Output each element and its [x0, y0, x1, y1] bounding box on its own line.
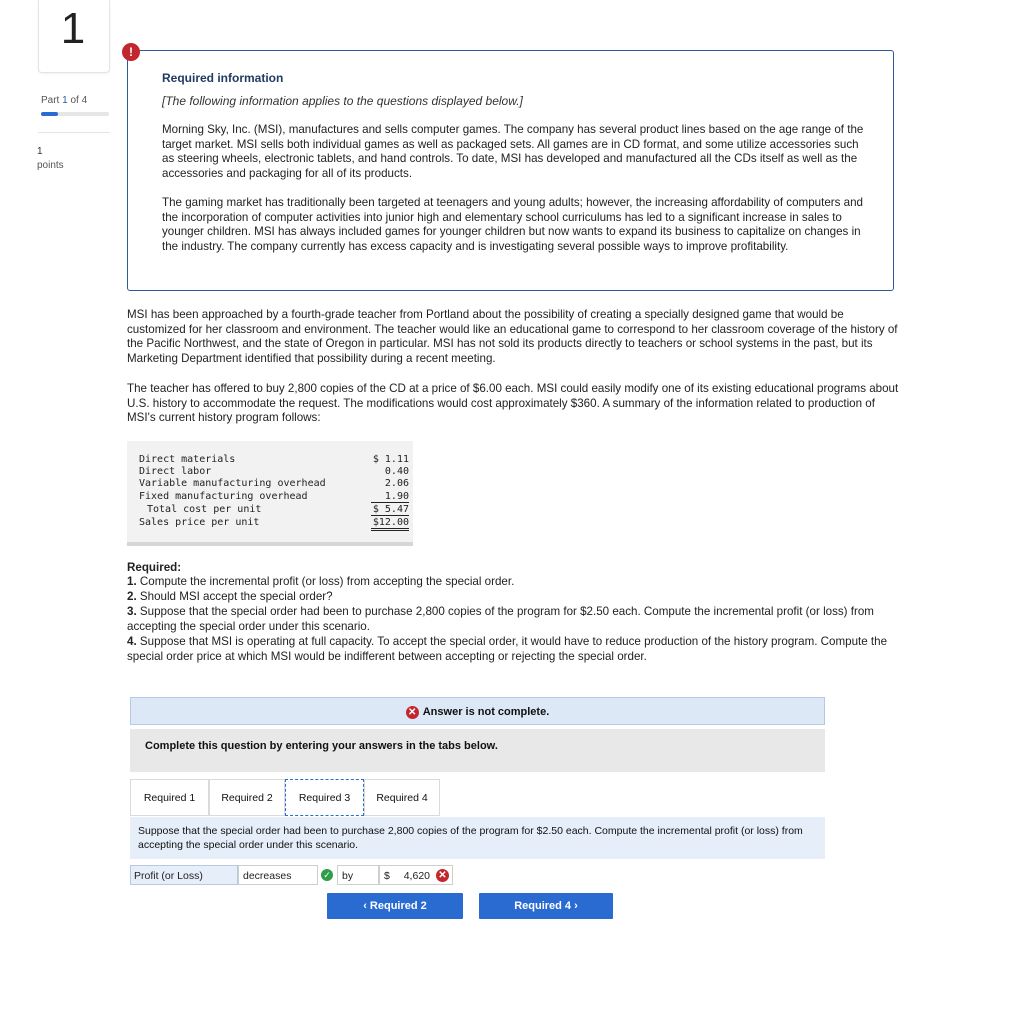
scenario-paragraph-2: The teacher has offered to buy 2,800 copies of the CD at a price of $6.00 each. MSI could easily modify one of its existing educational programs about U.S. history to accommodate the request. The modifications would cost approximately $360. A summary of the information related to production of MSI's current history program follows: — [127, 382, 899, 425]
required-information-subtitle: [The following information applies to the questions displayed below.] — [162, 94, 523, 108]
tab-prompt: Suppose that the special order had been to purchase 2,800 copies of the program for $2.50 each. Compute the incremental profit (or loss) from accepting the special order under this scenario. — [130, 817, 825, 859]
cost-value: 0.40 — [384, 466, 409, 477]
cost-value: $ 5.47 — [372, 504, 409, 515]
cost-value: $12.00 — [371, 517, 409, 531]
points-value: 1 — [37, 146, 43, 157]
table-row — [139, 491, 409, 503]
cost-summary-table — [127, 441, 413, 546]
required-item-2 — [127, 590, 897, 605]
by-label: by — [337, 865, 379, 885]
required-text: Compute the incremental profit (or loss) from accepting the special order. — [139, 575, 515, 588]
scenario-paragraph-1: MSI has been approached by a fourth-grade teacher from Portland about the possibility of creating a specially designed game that would be customized for her classroom and environment. The teacher would like an educational game to correspond to her classroom coverage of the history of the Pacific Northwest, and the state of Oregon in particular. MSI has not sold its products directly to teachers or school systems in the past, but its Marketing Department identified that possibility during a recent meeting. — [127, 308, 898, 365]
required-num: 4. — [127, 635, 137, 648]
required-text: Suppose that MSI is operating at full capacity. To accept the special order, it would have to reduce production of the history program. Compute the special order price at which MSI would be indifferent between accepting or rejecting the special order. — [127, 635, 888, 663]
points-label: points — [37, 160, 64, 171]
alert-icon: ! — [122, 43, 140, 61]
cost-label: Total cost per unit — [147, 504, 262, 515]
required-heading: Required: — [127, 561, 182, 574]
cost-label: Fixed manufacturing overhead — [139, 491, 308, 502]
wrong-answer-icon: ✕ — [436, 869, 449, 882]
table-row — [139, 478, 409, 490]
required-num: 3. — [127, 605, 137, 618]
sidebar-divider — [38, 132, 110, 133]
table-row — [139, 454, 409, 466]
table-row — [139, 466, 409, 478]
correct-icon — [321, 865, 337, 885]
part-current: 1 — [62, 95, 68, 106]
question-number: 1 — [60, 4, 86, 53]
incorrect-icon: ✕ — [406, 706, 419, 719]
info-paragraph-1: Morning Sky, Inc. (MSI), manufactures and sells computer games. The company has several product lines based on the age range of the target market. MSI sells both individual games as well as packaged sets. All games are in CD format, and some utilize accessories such as steering wheels, electronic tablets, and hand controls. To date, MSI has developed and manufactured all the CDs itself as well as the accessories and packaging for all of its products. — [162, 123, 864, 180]
cost-label: Direct materials — [139, 454, 236, 465]
info-paragraph-2: The gaming market has traditionally been targeted at teenagers and young adults; however, the increasing affordability of computers and the incorporation of computer activities into junior high and elementary school curriculums has led to a significant increase in sales to younger children. MSI has always included games for younger children but now wants to expand its business to capitalize on changes in the industry. The company currently has excess capacity and is investigating several possible ways to improve profitability. — [162, 196, 863, 253]
instruction-bar — [130, 729, 825, 772]
direction-select[interactable]: decreases — [238, 865, 318, 885]
required-item-4 — [127, 635, 897, 664]
tab-required-1[interactable]: Required 1 — [130, 779, 209, 816]
amount-input[interactable] — [379, 865, 453, 885]
answer-status-text: Answer is not complete. — [422, 706, 550, 718]
table-row — [139, 517, 409, 529]
amount-value: 4,620 — [403, 870, 430, 882]
required-item-1 — [127, 575, 897, 590]
instruction-text: Complete this question by entering your answers in the tabs below. — [145, 740, 498, 752]
part-progress-bar — [41, 112, 109, 116]
cost-label: Variable manufacturing overhead — [139, 478, 326, 489]
part-of: of 4 — [70, 95, 88, 106]
required-item-3 — [127, 605, 897, 634]
tab-required-3[interactable]: Required 3 — [285, 779, 364, 816]
cost-label: Sales price per unit — [139, 517, 260, 528]
tab-required-4[interactable]: Required 4 — [364, 779, 440, 816]
part-progress-fill — [41, 112, 58, 116]
required-num: 1. — [127, 575, 137, 588]
part-word: Part — [41, 95, 60, 106]
part-indicator — [41, 95, 87, 106]
table-row — [139, 504, 409, 516]
required-information-title: Required information — [162, 71, 284, 85]
cost-value: 2.06 — [384, 478, 409, 489]
cost-value: $ 1.11 — [372, 454, 409, 465]
required-text: Should MSI accept the special order? — [139, 590, 333, 603]
tab-required-2[interactable]: Required 2 — [209, 779, 285, 816]
answer-status-bar — [130, 697, 825, 725]
previous-required-2-button[interactable]: ‹ Required 2 — [327, 893, 463, 919]
currency-symbol: $ — [384, 870, 390, 882]
required-num: 2. — [127, 590, 137, 603]
cost-label: Direct labor — [139, 466, 212, 477]
required-text: Suppose that the special order had been to purchase 2,800 copies of the program for $2.50 each. Compute the incremental profit (or loss) from accepting the special order under this scenario. — [127, 605, 874, 633]
profit-loss-label: Profit (or Loss) — [130, 865, 238, 885]
next-required-4-button[interactable]: Required 4 › — [479, 893, 613, 919]
cost-value: 1.90 — [371, 491, 409, 503]
check-icon: ✓ — [321, 869, 333, 881]
